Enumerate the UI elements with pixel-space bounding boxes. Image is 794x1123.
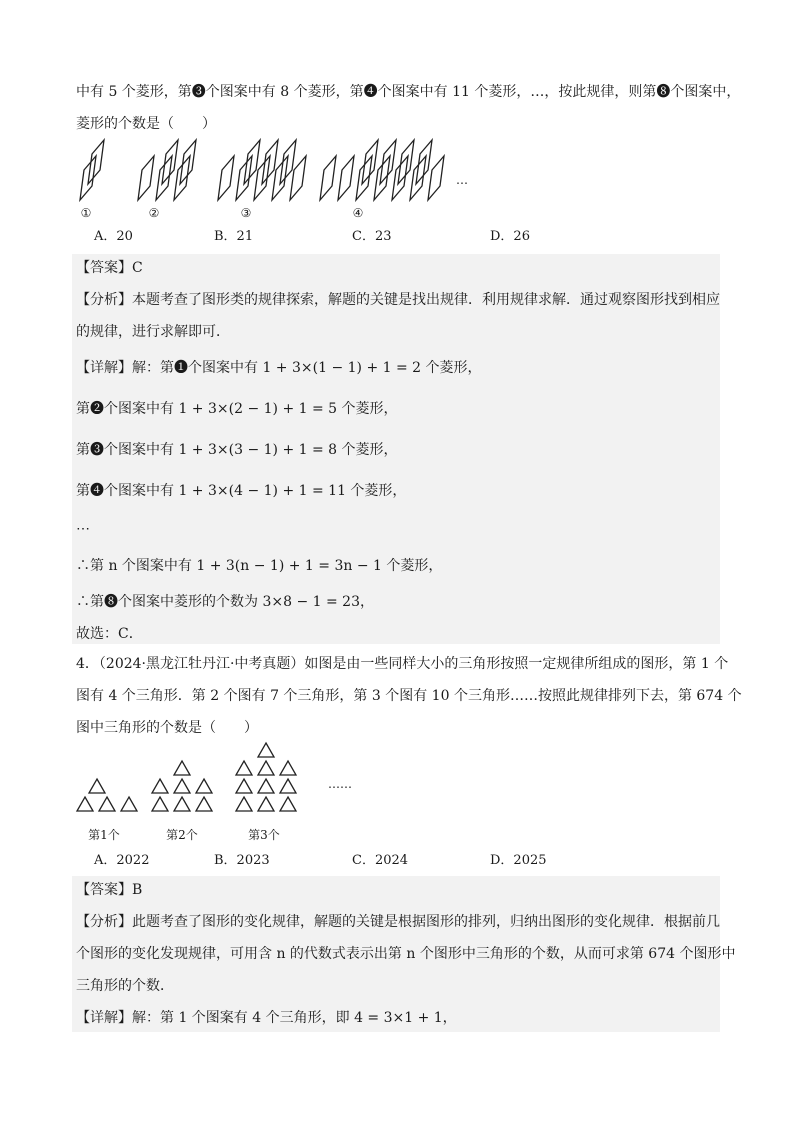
q3-answer: 【答案】C — [76, 260, 143, 276]
q4-triangle-figures — [74, 742, 314, 814]
q3-stem-line-2: 菱形的个数是（ ） — [76, 116, 216, 132]
q3-detail-line-3: 第❸个图案中有 1 + 3×(3 − 1) + 1 = 8 个菱形， — [76, 442, 398, 458]
rhombus-figure-4 — [320, 140, 444, 200]
q3-solution-block — [72, 254, 720, 644]
q3-rhombus-figures — [70, 138, 470, 206]
q3-figure-caption-3: ③ — [240, 206, 252, 220]
q4-figure-caption-3: 第3个 — [248, 828, 280, 842]
q3-detail-line-6: ∴第 n 个图案中有 1 + 3(n − 1) + 1 = 3n − 1 个菱形， — [76, 558, 443, 574]
q3-detail-line-8: 故选：C． — [76, 626, 143, 642]
rhombus-figure-3 — [218, 140, 306, 200]
q4-option-c[interactable]: C．2024 — [352, 853, 409, 868]
q4-option-d[interactable]: D．2025 — [490, 853, 547, 868]
q3-stem-line-1: 中有 5 个菱形，第❸个图案中有 8 个菱形，第❹个图案中有 11 个菱形，…，按此规律，则第❽个图案中， — [76, 84, 741, 100]
q3-figure-caption-4: ④ — [352, 206, 364, 220]
q3-option-c[interactable]: C．23 — [352, 229, 392, 244]
q4-solution-block — [72, 876, 736, 1032]
rhombus-figure-2 — [138, 140, 196, 200]
triangle-figure-1 — [77, 779, 137, 811]
q3-analysis-line-1: 【分析】本题考查了图形类的规律探索，解题的关键是找出规律．利用规律求解．通过观察图形找到相应 — [76, 292, 720, 308]
q4-stem-line-1: 4．（2024·黑龙江牡丹江·中考真题）如图是由一些同样大小的三角形按照一定规律所组成的图形，第 1 个 — [76, 656, 729, 672]
q3-figure-caption-1: ① — [80, 206, 92, 220]
triangle-figure-3 — [236, 743, 296, 811]
q3-analysis-line-2: 的规律，进行求解即可． — [76, 324, 230, 340]
q4-stem-line-3: 图中三角形的个数是（ ） — [76, 720, 258, 736]
q4-analysis-line-1: 【分析】此题考查了图形的变化规律，解题的关键是根据图形的排列，归纳出图形的变化规律．根据前几 — [76, 914, 720, 930]
q3-figure-ellipsis: … — [456, 173, 468, 187]
q4-figure-caption-1: 第1个 — [88, 828, 120, 842]
q3-option-a[interactable]: A．20 — [94, 229, 133, 244]
q4-figure-ellipsis: …… — [328, 777, 352, 791]
q3-detail-line-7: ∴第❽个图案中菱形的个数为 3×8 − 1 = 23， — [76, 594, 374, 610]
q4-stem-line-2: 图有 4 个三角形．第 2 个图有 7 个三角形，第 3 个图有 10 个三角形……按照此规律排列下去，第 674 个 — [76, 688, 742, 704]
q3-option-d[interactable]: D．26 — [490, 229, 530, 244]
q4-option-a[interactable]: A．2022 — [94, 853, 150, 868]
triangle-figure-2 — [152, 761, 212, 811]
rhombus-figure-1 — [80, 140, 104, 200]
q4-figure-caption-2: 第2个 — [166, 828, 198, 842]
q3-figure-caption-2: ② — [148, 206, 160, 220]
q3-detail-line-1: 【详解】解：第❶个图案中有 1 + 3×(1 − 1) + 1 = 2 个菱形， — [76, 360, 482, 376]
q3-option-b[interactable]: B．21 — [214, 229, 254, 244]
q4-analysis-line-3: 三角形的个数． — [76, 978, 174, 994]
q4-answer: 【答案】B — [76, 882, 143, 898]
q3-detail-line-2: 第❷个图案中有 1 + 3×(2 − 1) + 1 = 5 个菱形， — [76, 401, 398, 417]
q3-detail-line-4: 第❹个图案中有 1 + 3×(4 − 1) + 1 = 11 个菱形， — [76, 483, 407, 499]
q4-option-b[interactable]: B．2023 — [214, 853, 270, 868]
q4-analysis-line-2: 个图形的变化发现规律，可用含 n 的代数式表示出第 n 个图形中三角形的个数，从而可求第 674 个图形中 — [76, 946, 736, 962]
q3-detail-line-5: ⋯ — [76, 521, 90, 537]
q4-detail-line-1: 【详解】解：第 1 个图案有 4 个三角形，即 4 = 3×1 + 1， — [76, 1010, 457, 1026]
